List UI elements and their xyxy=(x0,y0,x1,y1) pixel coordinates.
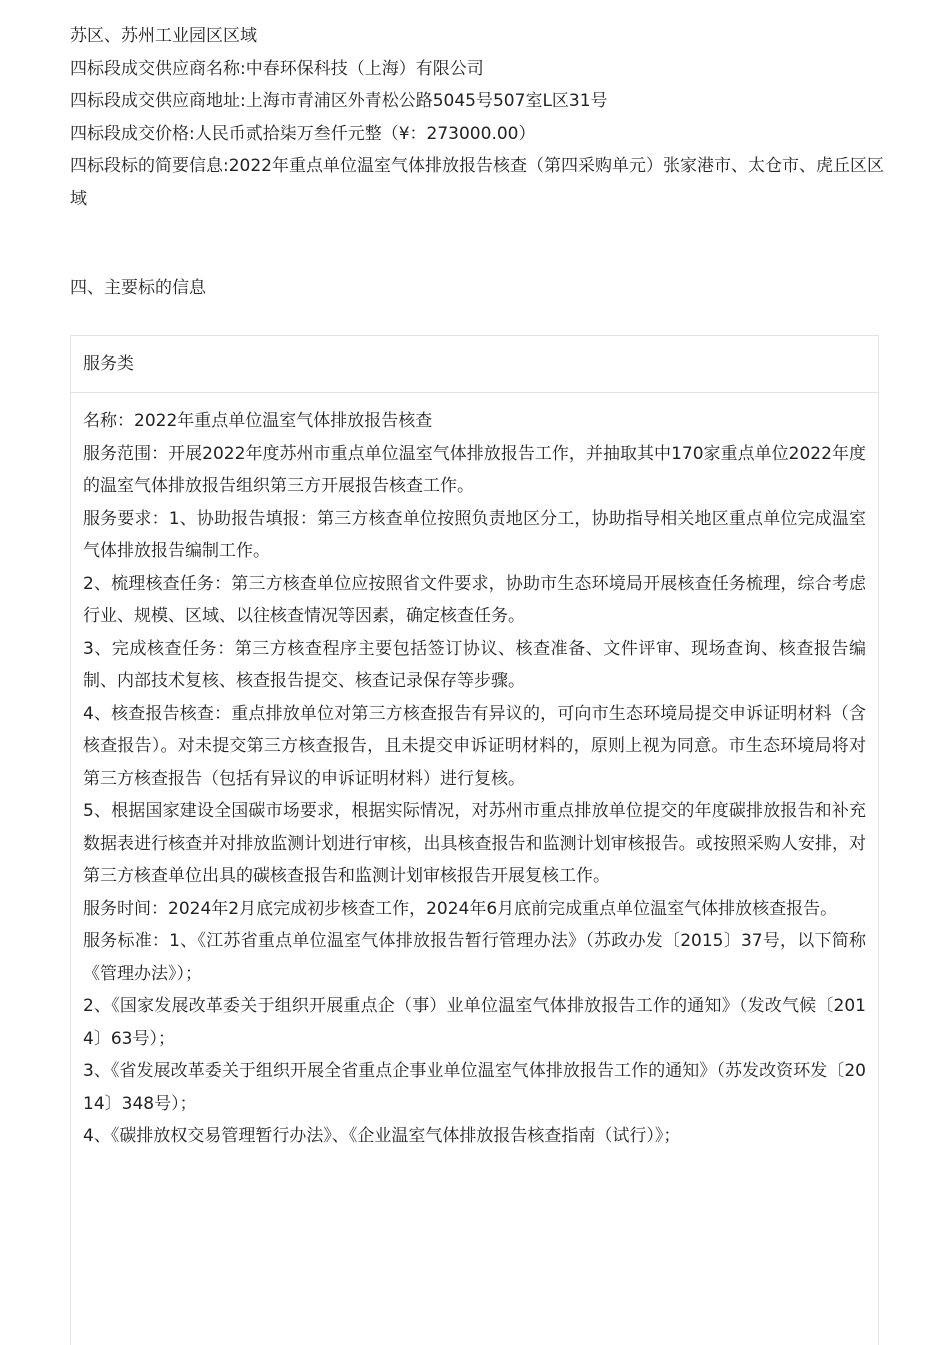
table-content xyxy=(71,393,878,1153)
table-header: 服务类 xyxy=(71,336,878,393)
award-info-line: 四标段标的简要信息:2022年重点单位温室气体排放报告核查（第四采购单元）张家港市、太仓市、虎丘区区域 xyxy=(70,156,884,209)
award-info-line: 四标段成交供应商名称:中春环保科技（上海）有限公司 xyxy=(70,58,484,79)
table-text-line: 服务范围：开展2022年度苏州市重点单位温室气体排放报告工作，并抽取其中170家重点单位2022年度的温室气体排放报告组织第三方开展报告核查工作。 xyxy=(83,443,866,496)
award-info-block xyxy=(70,20,885,215)
table-text-line: 服务时间：2024年2月底完成初步核查工作，2024年6月底前完成重点单位温室气体排放核查报告。 xyxy=(83,898,838,919)
table-text-line: 服务要求：1、协助报告填报：第三方核查单位按照负责地区分工，协助指导相关地区重点单位完成温室气体排放报告编制工作。 xyxy=(83,508,866,561)
award-info-line: 苏区、苏州工业园区区域 xyxy=(70,26,257,46)
table-text-line: 名称：2022年重点单位温室气体排放报告核查 xyxy=(83,411,433,431)
table-text-line: 服务标准：1、《江苏省重点单位温室气体排放报告暂行管理办法》（苏政办发〔2015〕37号，以下简称《管理办法》）； xyxy=(83,931,866,984)
award-info-line: 四标段成交价格:人民币贰拾柒万叁仟元整（¥：273000.00） xyxy=(70,123,536,144)
table-text-line: 4、核查报告核查：重点排放单位对第三方核查报告有异议的，可向市生态环境局提交申诉证明材料（含核查报告）。对未提交第三方核查报告，且未提交申诉证明材料的，原则上视为同意。市生态环境局将对第三方核查报告（包括有异议的申诉证明材料）进行复核。 xyxy=(83,703,866,789)
table-text-line: 2、梳理核查任务：第三方核查单位应按照省文件要求，协助市生态环境局开展核查任务梳理，综合考虑行业、规模、区域、以往核查情况等因素，确定核查任务。 xyxy=(83,573,866,626)
table-text-line: 3、完成核查任务：第三方核查程序主要包括签订协议、核查准备、文件评审、现场查询、核查报告编制、内部技术复核、核查报告提交、核查记录保存等步骤。 xyxy=(83,638,866,691)
award-info-line: 四标段成交供应商地址:上海市青浦区外青松公路5045号507室L区31号 xyxy=(70,91,608,111)
table-text-line: 4、《碳排放权交易管理暂行办法》、《企业温室气体排放报告核查指南（试行）》； xyxy=(83,1126,681,1146)
table-text-line: 3、《省发展改革委关于组织开展全省重点企事业单位温室气体排放报告工作的通知》（苏发改资环发〔2014〕348号）； xyxy=(83,1061,866,1114)
table-text-line: 2、《国家发展改革委关于组织开展重点企（事）业单位温室气体排放报告工作的通知》（发改气候〔2014〕63号）； xyxy=(83,996,866,1049)
table-text-line: 5、根据国家建设全国碳市场要求，根据实际情况，对苏州市重点排放单位提交的年度碳排放报告和补充数据表进行核查并对排放监测计划进行审核，出具核查报告和监测计划审核报告。或按照采购人安排，对第三方核查单位出具的碳核查报告和监测计划审核报告开展复核工作。 xyxy=(83,801,866,886)
section-heading: 四、主要标的信息 xyxy=(70,278,206,298)
info-table xyxy=(70,335,879,1345)
